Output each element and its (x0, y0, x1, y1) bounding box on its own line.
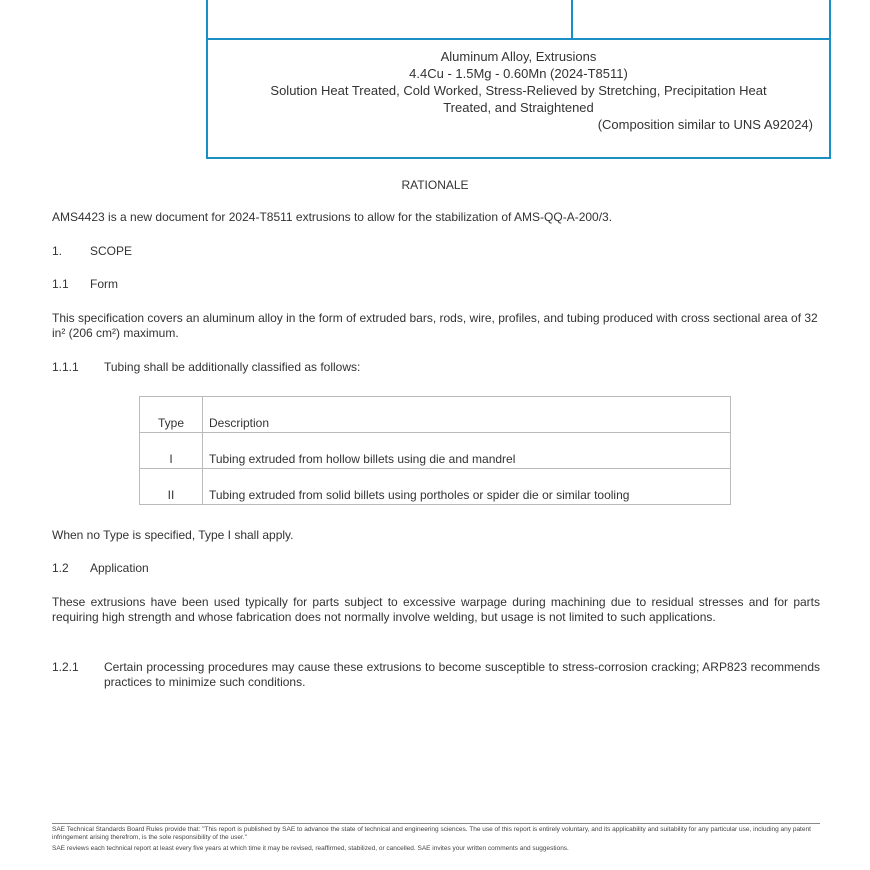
form-number: 1.1 (52, 277, 69, 291)
table-header-description: Description (203, 397, 731, 433)
application-sub-number: 1.2.1 (52, 660, 79, 674)
table-cell-description: Tubing extruded from hollow billets using die and mandrel (203, 433, 731, 469)
scope-title: SCOPE (90, 244, 133, 258)
footer-line-2: SAE reviews each technical report at least every five years at which time it may be revised, reaffirmed, stabilized, or cancelled. SAE invites your written comments and suggestions. (52, 845, 569, 852)
table-cell-type: I (140, 433, 203, 469)
rationale-text: AMS4423 is a new document for 2024-T8511 extrusions to allow for the stabilization of AMS-QQ-A-200/3. (52, 210, 613, 224)
tubing-type-table (139, 396, 731, 505)
application-number: 1.2 (52, 561, 69, 575)
table-row (140, 433, 731, 469)
footer-line-1: SAE Technical Standards Board Rules provide that: "This report is published by SAE to advance the state of technical and engineering sciences. The use of this report is entirely voluntary, and its applicability and suitability for any particular use, including any patent infringement arising therefrom, is the sole responsibility of the user." (52, 826, 811, 841)
table-header-type: Type (140, 397, 203, 433)
application-heading (52, 561, 820, 576)
application-text: These extrusions have been used typically for parts subject to excessive warpage during machining due to residual stresses and for parts requiring high strength and whose fabrication does not normally involve welding, but usage is not limited to such applications. (52, 595, 820, 624)
application-subparagraph (52, 660, 820, 690)
table-header-row (140, 397, 731, 433)
footer-divider (52, 823, 820, 824)
scope-heading (52, 244, 820, 259)
form-title: Form (90, 277, 118, 291)
application-sub-text: Certain processing procedures may cause these extrusions to become susceptible to stress-corrosion cracking; ARP823 recommends practices to minimize such conditions. (104, 660, 820, 689)
form-heading (52, 277, 820, 292)
title-line-4: Treated, and Straightened (443, 100, 594, 115)
title-line-3: Solution Heat Treated, Cold Worked, Stress-Relieved by Stretching, Precipitation Heat (270, 83, 767, 98)
tubing-number: 1.1.1 (52, 360, 79, 374)
table-cell-type: II (140, 469, 203, 505)
type-note: When no Type is specified, Type I shall apply. (52, 528, 294, 542)
scope-number: 1. (52, 244, 63, 258)
title-line-2: 4.4Cu - 1.5Mg - 0.60Mn (2024-T8511) (409, 66, 628, 81)
document-title (208, 48, 829, 133)
title-header-cells (208, 0, 829, 40)
title-composition: (Composition similar to UNS A92024) (597, 117, 813, 132)
document-title-box (206, 0, 831, 159)
form-text: This specification covers an aluminum alloy in the form of extruded bars, rods, wire, profiles, and tubing produced with cross sectional area of 32 in² (206 cm²) maximum. (52, 311, 818, 340)
table-row (140, 469, 731, 505)
header-cell-divider (571, 0, 573, 38)
tubing-text: Tubing shall be additionally classified as follows: (104, 360, 361, 374)
table-cell-description: Tubing extruded from solid billets using portholes or spider die or similar tooling (203, 469, 731, 505)
tubing-paragraph (52, 360, 820, 375)
footer-notice (52, 826, 820, 853)
rationale-heading: RATIONALE (401, 178, 469, 192)
title-line-1: Aluminum Alloy, Extrusions (440, 49, 597, 64)
application-title: Application (90, 561, 149, 575)
